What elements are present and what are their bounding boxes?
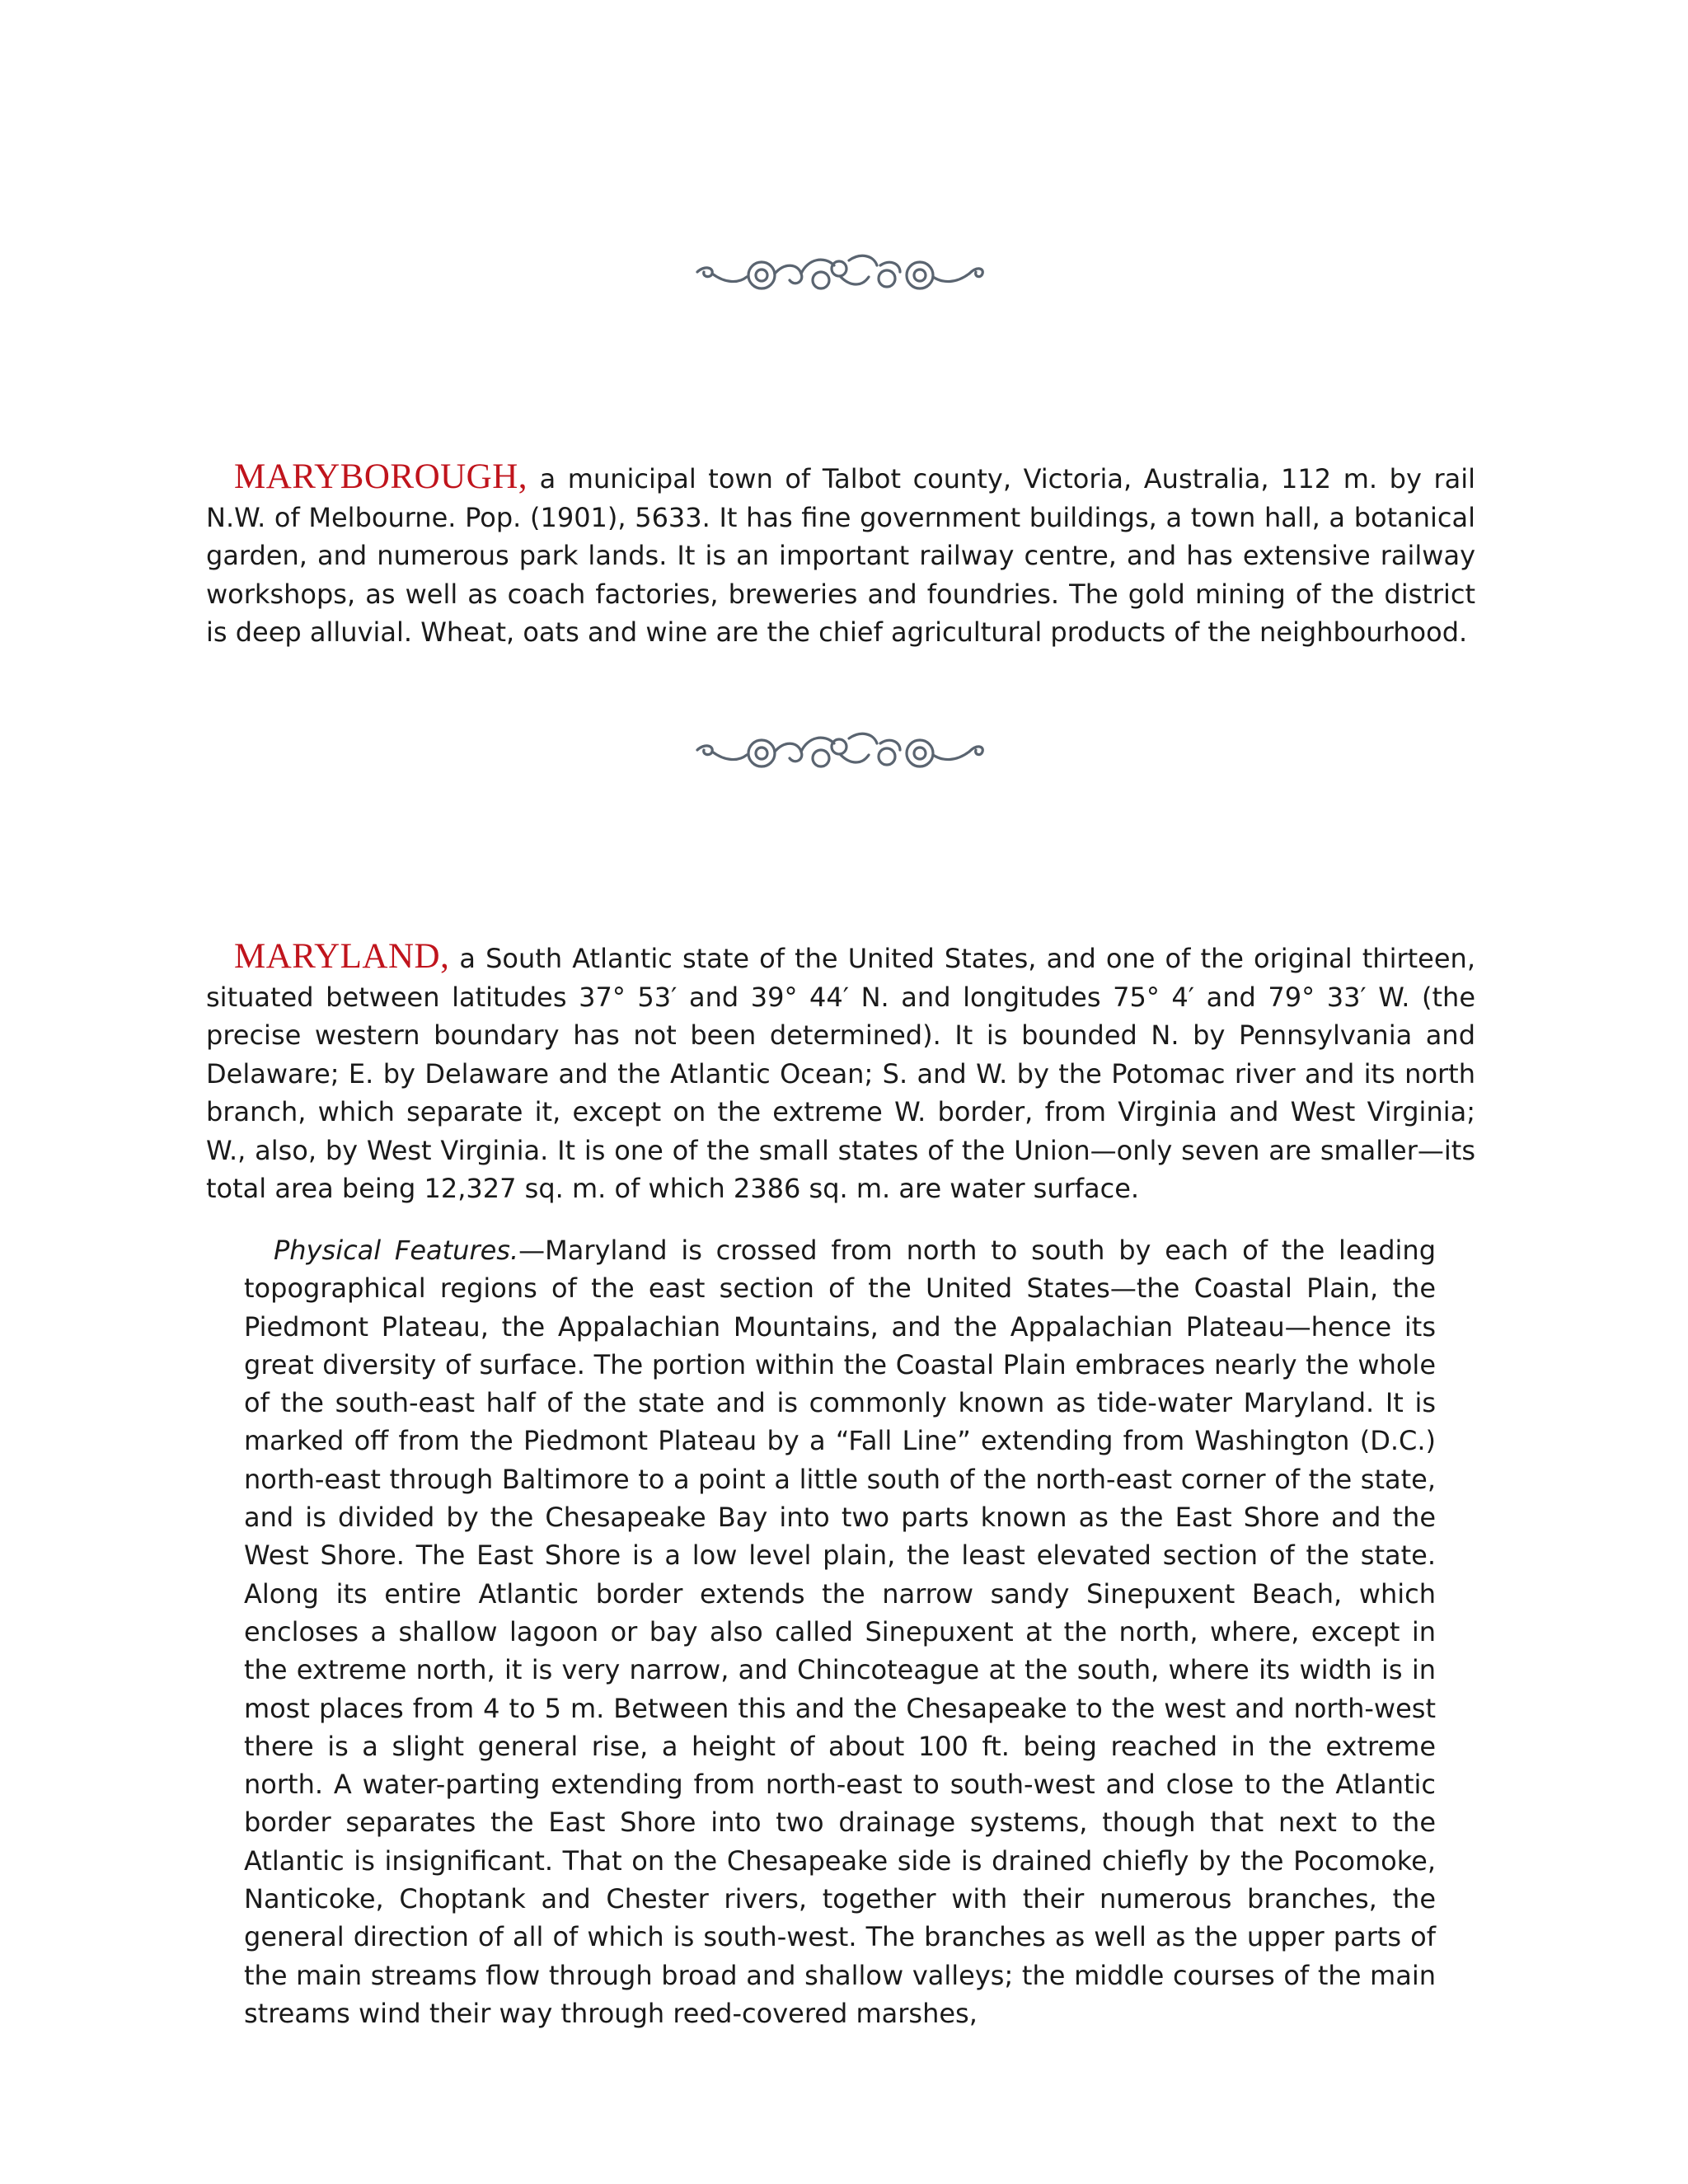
section-text: —Maryland is crossed from north to south by each of the leading topographical regions of the east section of the United States—the Coastal Plain, the Piedmont Plateau, the Appalachian Mountains, and the Appalachian Plateau—hence its great diversity of surface. The portion within the Coastal Plain embraces nearly the whole of the south-east half of the state and is commonly known as tide-water Maryland. It is marked off from the Piedmont Plateau by a “Fall Line” extending from Washington (D.C.) north-east through Baltimore to a point a little south of the north-east corner of the state, and is divided by the Chesapeake Bay into two parts known as the East Shore and the West Shore. The East Shore is a low level plain, the least elevated section of the state. Along its entire Atlantic border extends the narrow sandy Sinepuxent Beach, which encloses a shallow lagoon or bay also called Sinepuxent at the north, where, except in the extreme north, it is very narrow, and Chincoteague at the south, where its width is in most places from 4 to 5 m. Between this and the Chesapeake to the west and north-west there is a slight general rise, a height of about 100 ft. being reached in the extreme north. A water-parting extending from north-east to south-west and close to the Atlantic border separates the East Shore into two drainage systems, though that next to the Atlantic is insignificant. That on the Chesapeake side is drained chiefly by the Pocomoke, Nanticoke, Choptank and Chester rivers, together with their numerous branches, the general direction of all of which is south-west. The branches as well as the upper parts of the main streams flow through broad and shallow valleys; the middle courses of the main streams wind their way through reed-covered marshes, (244, 1235, 1437, 2029)
headword-maryborough: MARYBOROUGH, (234, 457, 528, 496)
section-heading: Physical Features. (274, 1235, 519, 1266)
section-physical-features (244, 1231, 1436, 2032)
headword-maryland: MARYLAND, (234, 937, 450, 976)
scroll-ornament-icon (692, 241, 989, 307)
entry-text-maryborough: a municipal town of Talbot county, Victoria, Australia, 112 m. by rail N.W. of Melbourne. Pop. (1901), 5633. It has fine government buildings, a town hall, a botanical garden, and numerous park lands. It is an important railway centre, and has extensive railway workshops, as well as coach factories, breweries and foundries. The gold mining of the district is deep alluvial. Wheat, oats and wine are the chief agricultural products of the neighbourhood. (206, 463, 1475, 648)
entry-maryborough (206, 458, 1475, 652)
scroll-ornament-icon (692, 719, 989, 785)
entry-text-maryland: a South Atlantic state of the United States, and one of the original thirteen, situated between latitudes 37° 53′ and 39° 44′ N. and longitudes 75° 4′ and 79° 33′ W. (the precise western boundary has not been determined). It is bounded N. by Pennsylvania and Delaware; E. by Delaware and the Atlantic Ocean; S. and W. by the Potomac river and its north branch, which separate it, except on the extreme W. border, from Virginia and West Virginia; W., also, by West Virginia. It is one of the small states of the Union—only seven are smaller—its total area being 12,327 sq. m. of which 2386 sq. m. are water surface. (206, 943, 1475, 1204)
entry-maryland (206, 938, 1475, 1208)
